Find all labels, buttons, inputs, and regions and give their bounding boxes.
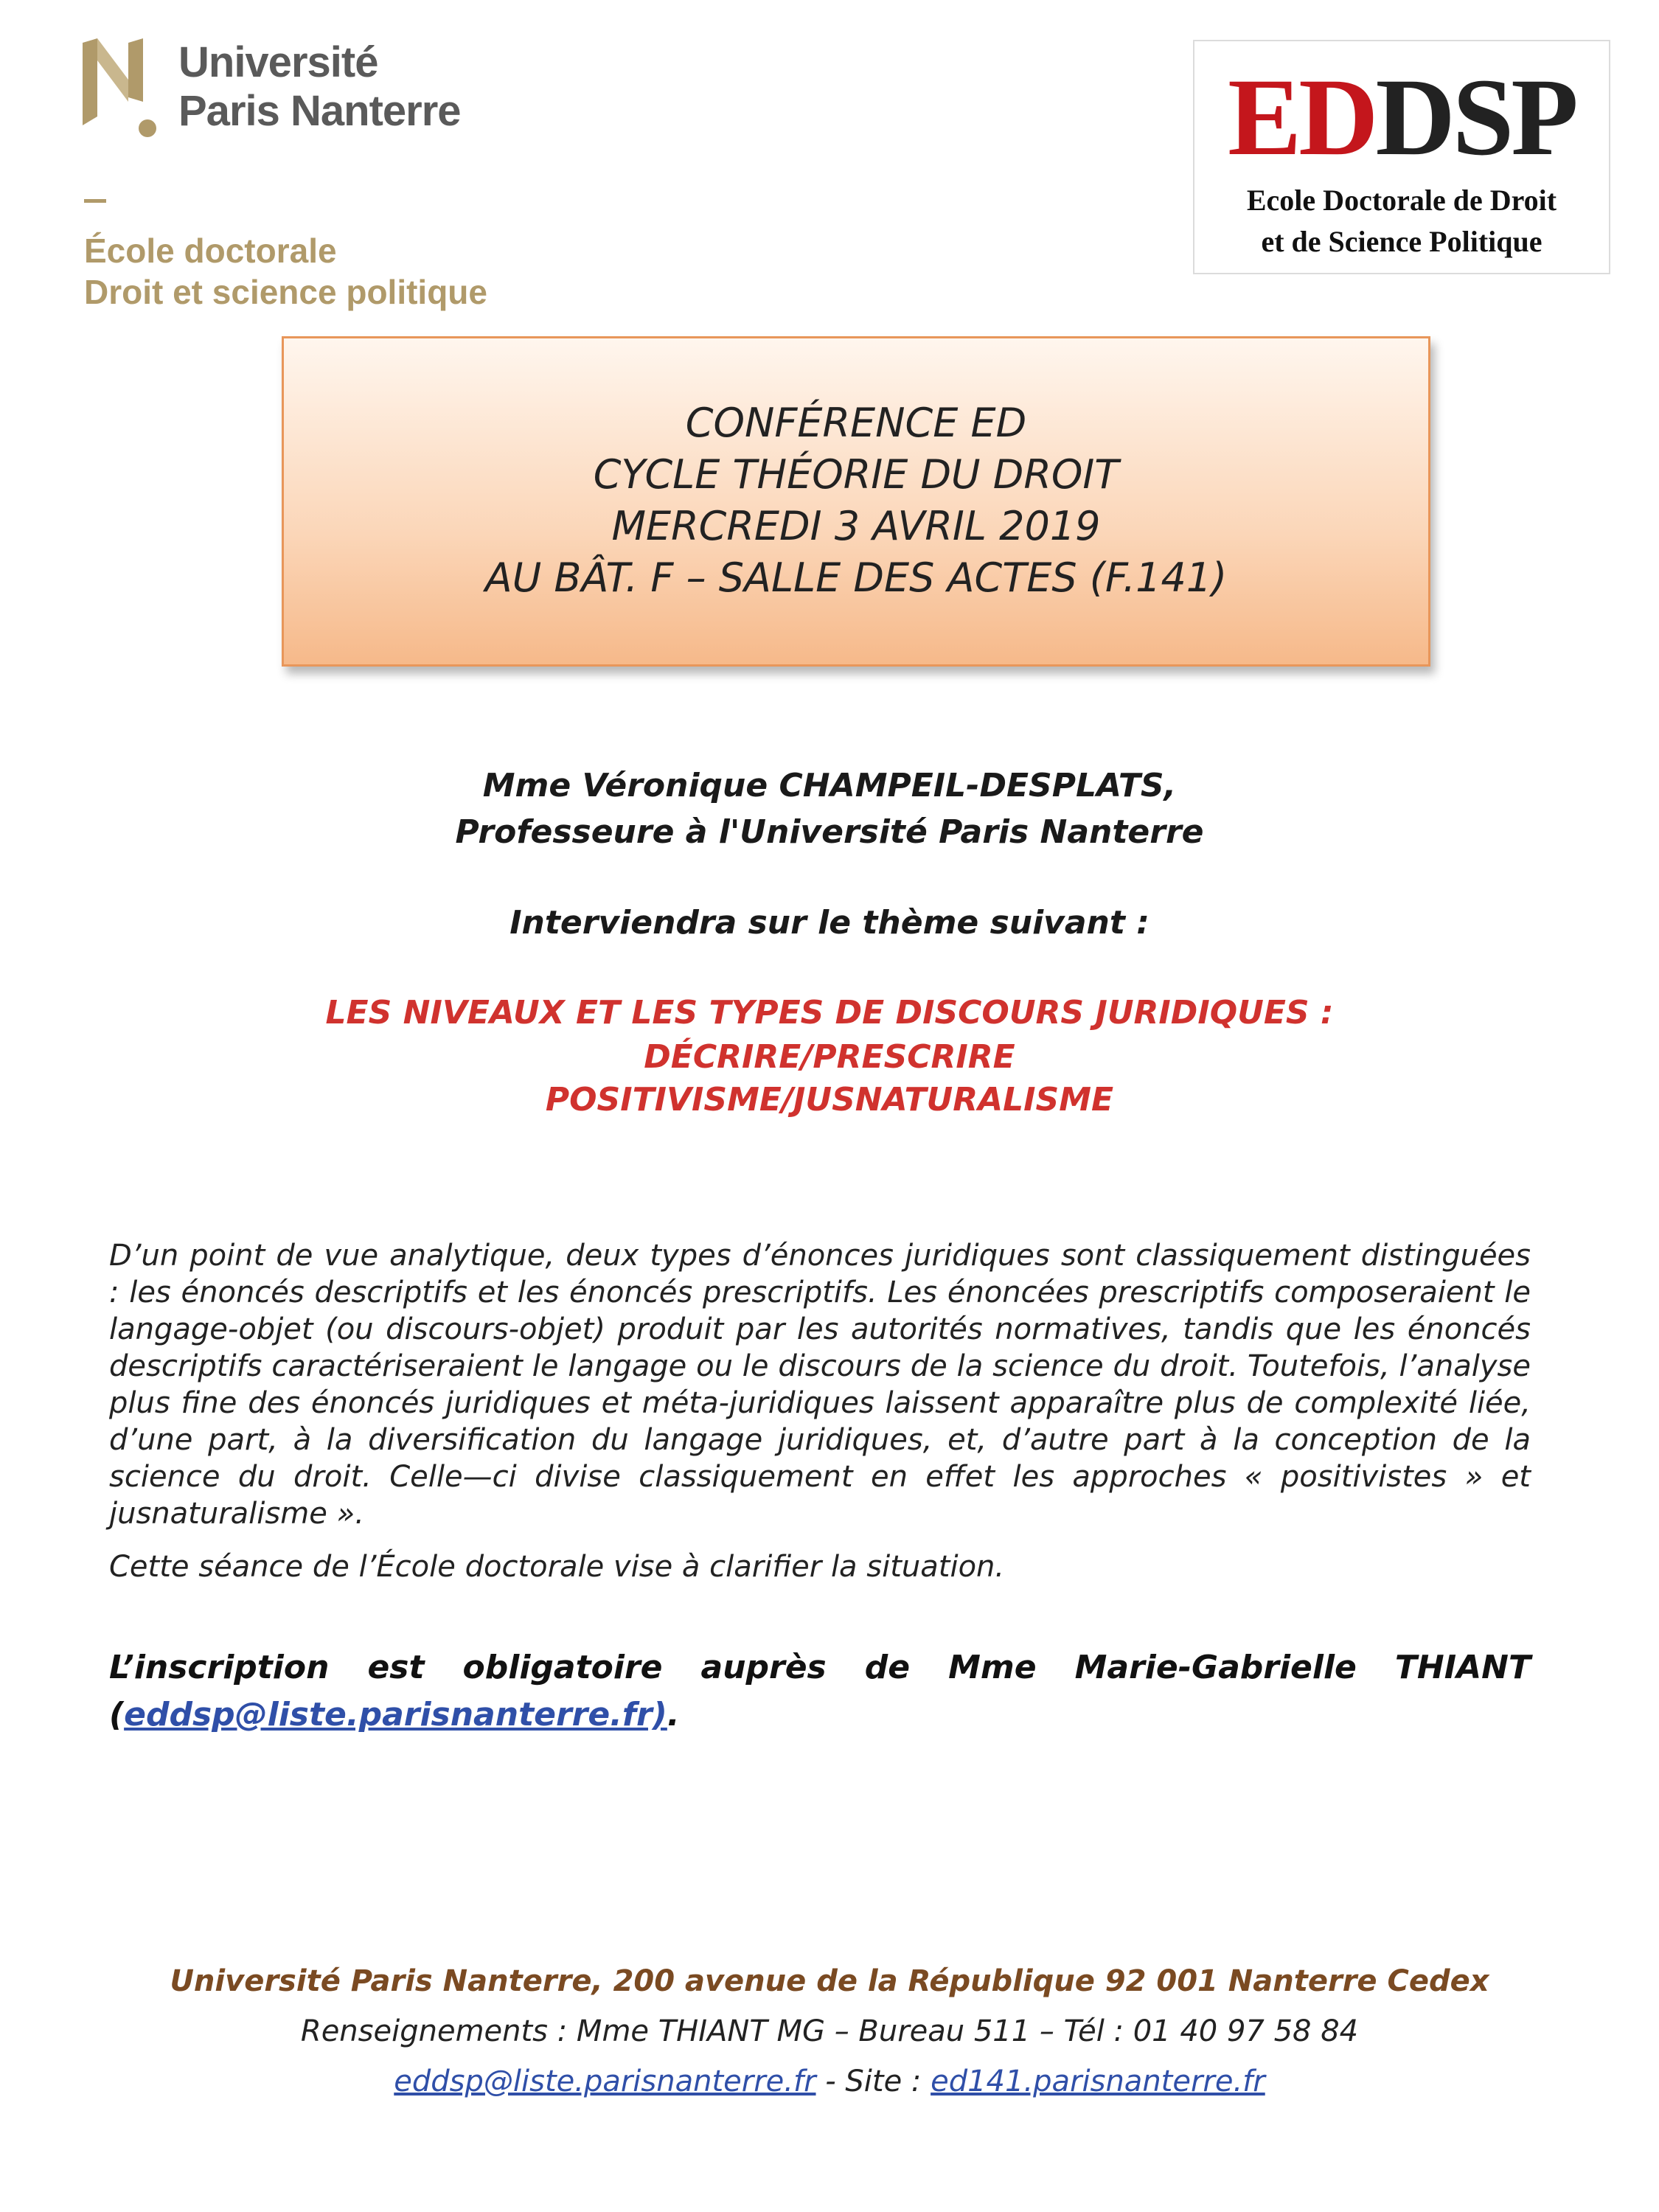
eddsp-logo <box>1193 40 1610 274</box>
university-name-line2: Paris Nanterre <box>178 87 461 135</box>
footer-address: Université Paris Nanterre, 200 avenue de la République 92 001 Nanterre Cedex <box>170 1964 1489 1998</box>
banner-line-4: AU BÂT. F – SALLE DES ACTES (F.141) <box>484 554 1228 601</box>
conference-banner <box>282 336 1430 667</box>
speaker-name: Mme Véronique CHAMPEIL-DESPLATS, <box>482 767 1177 804</box>
theme-title-line3: POSITIVISME/JUSNATURALISME <box>545 1081 1114 1119</box>
upn-logo <box>83 38 525 311</box>
logo-dash <box>84 199 106 203</box>
registration-end: . <box>667 1696 680 1733</box>
eddsp-wordmark <box>1194 56 1609 178</box>
session-purpose: Cette séance de l’École doctorale vise à clarifier la situation. <box>109 1550 1005 1584</box>
footer-email-link[interactable]: eddsp@liste.parisnanterre.fr <box>394 2065 816 2098</box>
abstract-paragraph: D’un point de vue analytique, deux types d’énonces juridiques sont classiquement distinguées : les énoncés descriptifs et les énoncés prescriptifs. Les énoncées prescriptifs composeraient le langage-objet (ou discours-objet) produit par les autorités normatives, tandis que les énoncés descriptifs caractériseraient le langage ou le discours de la science du droit. Toutefois, l’analyse plus fine des énoncés juridiques et méta-juridiques laissent apparaître plus de complexité liée, d’une part, à la diversification du langage juridiques, et, d’autre part à la conception de la science du droit. Celle—ci divise classiquement en effet les approches « positivistes » et jusnaturalisme ». <box>109 1239 1531 1531</box>
eddsp-subtitle-line1: Ecole Doctorale de Droit <box>1246 184 1557 217</box>
banner-line-2: CYCLE THÉORIE DU DROIT <box>593 451 1119 498</box>
eddsp-subtitle <box>1194 180 1609 262</box>
speaker-title: Professeure à l'Université Paris Nanterre <box>455 813 1204 851</box>
eddsp-subtitle-line2: et de Science Politique <box>1261 225 1543 258</box>
university-name-line1: Université <box>178 38 378 86</box>
doctoral-school-name <box>84 230 487 313</box>
theme-title-line2: DÉCRIRE/PRESCRIRE <box>644 1038 1015 1076</box>
registration-text: L’inscription est obligatoire auprès de Mme Marie-Gabrielle THIANT ( <box>109 1649 1531 1733</box>
eddsp-wordmark-red: ED <box>1228 56 1376 178</box>
eddsp-wordmark-dark: DSP <box>1375 56 1576 178</box>
registration-email-link[interactable]: eddsp@liste.parisnanterre.fr) <box>124 1696 667 1733</box>
footer-contact-info: Renseignements : Mme THIANT MG – Bureau 511 – Tél : 01 40 97 58 84 <box>300 2014 1359 2048</box>
banner-line-3: MERCREDI 3 AVRIL 2019 <box>611 503 1101 549</box>
nanterre-mark-icon <box>83 38 156 142</box>
registration-notice <box>109 1644 1531 1739</box>
theme-intro: Interviendra sur le thème suivant : <box>509 904 1150 942</box>
banner-line-1: CONFÉRENCE ED <box>685 400 1027 446</box>
doctoral-school-line1: École doctorale <box>84 232 337 270</box>
theme-title-line1: LES NIVEAUX ET LES TYPES DE DISCOURS JURIDIQUES : <box>325 994 1334 1032</box>
footer-links <box>0 2065 1659 2098</box>
footer-site-separator: - Site : <box>815 2065 931 2098</box>
university-name <box>178 38 461 136</box>
footer-site-link[interactable]: ed141.parisnanterre.fr <box>931 2065 1265 2098</box>
doctoral-school-line2: Droit et science politique <box>84 273 487 311</box>
